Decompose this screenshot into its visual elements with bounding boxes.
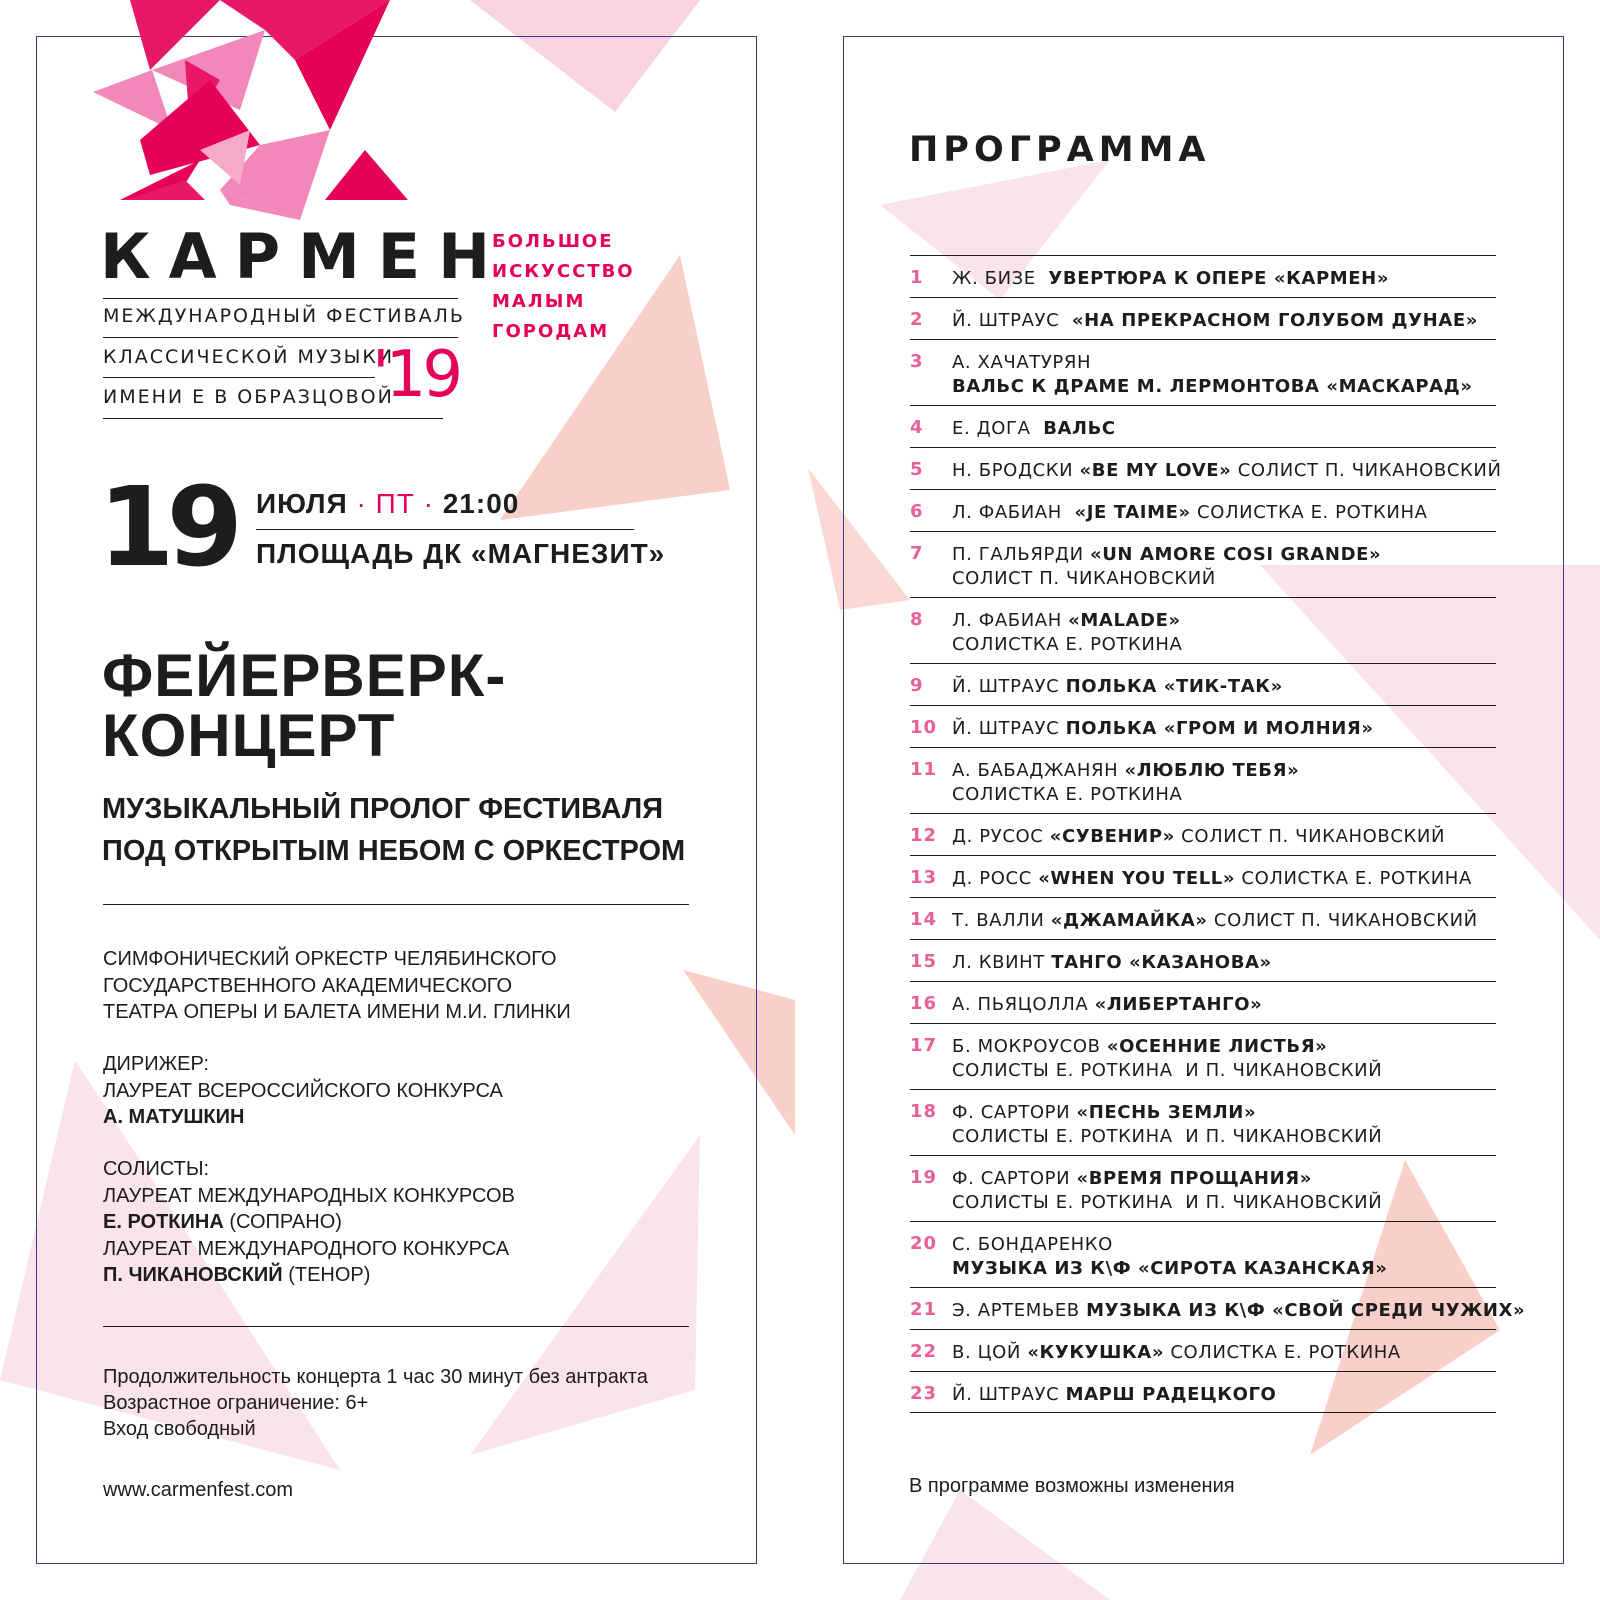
festival-name-line: ИМЕНИ Е В ОБРАЗЦОВОЙ [103, 386, 394, 408]
program-item [910, 855, 1496, 897]
program-item-line [952, 543, 1496, 567]
soloist-title: ЛАУРЕАТ МЕЖДУНАРОДНЫХ КОНКУРСОВ [103, 1184, 515, 1207]
program-item-number: 6 [910, 501, 924, 522]
event-time: 21:00 [442, 488, 520, 519]
program-credit: СОЛИСТ П. ЧИКАНОВСКИЙ [952, 568, 1216, 589]
program-item-text [952, 256, 1496, 291]
slogan-line: МАЛЫМ [492, 291, 586, 312]
program-item-number: 5 [910, 459, 924, 480]
program-item-number: 13 [910, 867, 938, 888]
program-work-title: «СУВЕНИР» [1049, 826, 1175, 847]
program-item-text [952, 298, 1496, 333]
program-work-title: «UN AMORE COSI GRANDE» [1089, 544, 1382, 565]
program-item-number: 12 [910, 825, 938, 846]
program-item-line [952, 1191, 1496, 1215]
program-item-line [952, 459, 1502, 483]
program-item-line [952, 351, 1496, 375]
program-item-text [952, 1024, 1496, 1083]
program-item [910, 897, 1496, 939]
orchestra-info [103, 946, 571, 1026]
logo-rule [103, 377, 375, 378]
program-item-line [952, 759, 1496, 783]
program-item-number: 10 [910, 717, 938, 738]
program-item [910, 447, 1502, 489]
program-item [910, 663, 1496, 705]
program-item-line [952, 567, 1496, 591]
program-item-text [952, 1156, 1496, 1215]
program-item-line [952, 1101, 1496, 1125]
program-credit: СОЛИСТКА Е. РОТКИНА [1164, 1342, 1401, 1363]
concert-details [103, 1364, 648, 1442]
program-item-text [952, 490, 1496, 525]
orchestra-line: ГОСУДАРСТВЕННОГО АКАДЕМИЧЕСКОГО [103, 974, 513, 997]
concert-subtitle-line: МУЗЫКАЛЬНЫЙ ПРОЛОГ ФЕСТИВАЛЯ [102, 793, 664, 825]
program-item-line [952, 309, 1496, 333]
program-item-line [952, 675, 1496, 699]
program-item-line [952, 1035, 1496, 1059]
program-title: ПРОГРАММА [909, 130, 1211, 170]
soloist-name: Е. РОТКИНА [103, 1211, 224, 1233]
program-item-number: 4 [910, 417, 924, 438]
orchestra-line: СИМФОНИЧЕСКИЙ ОРКЕСТР ЧЕЛЯБИНСКОГО [103, 948, 557, 970]
program-item-text [952, 898, 1496, 933]
program-item-number: 14 [910, 909, 938, 930]
program-credit: Й. ШТРАУС [952, 1384, 1066, 1405]
conductor-name: А. МАТУШКИН [103, 1106, 245, 1128]
program-work-title: «MALADE» [1068, 610, 1181, 631]
program-item [910, 339, 1496, 405]
program-item-line [952, 1233, 1496, 1257]
program-item [910, 597, 1496, 663]
program-item-line [952, 375, 1496, 399]
program-item [910, 747, 1496, 813]
program-item [910, 1329, 1496, 1371]
program-credit: Й. ШТРАУС [952, 718, 1066, 739]
separator-dot: · [423, 488, 434, 519]
program-work-title: «КУКУШКА» [1027, 1342, 1165, 1363]
program-item-text [952, 748, 1496, 807]
program-item [910, 939, 1496, 981]
slogan-line: ГОРОДАМ [492, 321, 610, 342]
program-credit: А. ПЬЯЦОЛЛА [952, 994, 1095, 1015]
soloists-label: СОЛИСТЫ: [103, 1158, 210, 1180]
program-work-title: «BE MY LOVE» [1079, 460, 1232, 481]
orchestra-line: ТЕАТРА ОПЕРЫ И БАЛЕТА ИМЕНИ М.И. ГЛИНКИ [103, 1001, 571, 1023]
program-credit: Й. ШТРАУС [952, 310, 1072, 331]
program-credit: Э. АРТЕМЬЕВ [952, 1300, 1087, 1321]
event-venue: ПЛОЩАДЬ ДК «МАГНЕЗИТ» [256, 538, 666, 569]
program-item-line [952, 909, 1496, 933]
soloist-voice: (СОПРАНО) [223, 1211, 342, 1233]
program-credit: Ф. САРТОРИ [952, 1102, 1077, 1123]
program-item [910, 405, 1496, 447]
program-work-title: МУЗЫКА ИЗ К\Ф «СВОЙ СРЕДИ ЧУЖИХ» [1086, 1300, 1526, 1321]
program-credit: Н. БРОДСКИ [952, 460, 1080, 481]
program-work-title: ТАНГО «КАЗАНОВА» [1051, 952, 1272, 973]
program-credit: СОЛИСТКА Е. РОТКИНА [1190, 502, 1428, 523]
program-item [910, 1221, 1496, 1287]
program-work-title: МУЗЫКА ИЗ К\Ф «СИРОТА КАЗАНСКАЯ» [952, 1258, 1388, 1279]
program-item [910, 1089, 1496, 1155]
program-credit: С. БОНДАРЕНКО [952, 1234, 1113, 1255]
program-work-title: «НА ПРЕКРАСНОМ ГОЛУБОМ ДУНАЕ» [1071, 310, 1478, 331]
program-credit: СОЛИСТКА Е. РОТКИНА [1235, 868, 1472, 889]
program-work-title: ВАЛЬС К ДРАМЕ М. ЛЕРМОНТОВА «МАСКАРАД» [952, 376, 1473, 397]
event-date-time [256, 490, 519, 518]
duration-text: Продолжительность концерта 1 час 30 минут без антракта [103, 1366, 648, 1388]
program-item [910, 489, 1496, 531]
program-credit: Л. ФАБИАН [952, 610, 1069, 631]
conductor-title: ЛАУРЕАТ ВСЕРОССИЙСКОГО КОНКУРСА [103, 1079, 503, 1102]
program-credit: Й. ШТРАУС [952, 676, 1066, 697]
soloist-name: П. ЧИКАНОВСКИЙ [103, 1264, 283, 1286]
program-item-text [952, 1372, 1496, 1407]
program-item-number: 22 [910, 1341, 938, 1362]
program-item-text [952, 664, 1496, 699]
program-work-title: ВАЛЬС [1043, 418, 1116, 439]
program-credit: Д. РОСС [952, 868, 1039, 889]
program-item [910, 981, 1496, 1023]
program-work-title: «ДЖАМАЙКА» [1050, 910, 1208, 931]
rose-logo-icon [90, 0, 420, 230]
logo-rule [103, 298, 458, 299]
program-credit: Т. ВАЛЛИ [952, 910, 1051, 931]
program-item-number: 23 [910, 1383, 938, 1404]
program-work-title: «ОСЕННИЕ ЛИСТЬЯ» [1106, 1036, 1328, 1057]
program-work-title: УВЕРТЮРА К ОПЕРЕ «КАРМЕН» [1048, 268, 1390, 289]
program-item-line [952, 783, 1496, 807]
program-item-line [952, 1341, 1496, 1365]
program-item [910, 255, 1496, 297]
program-item-number: 17 [910, 1035, 938, 1056]
website-link[interactable]: www.carmenfest.com [103, 1479, 294, 1501]
program-credit: СОЛИСТКА Е. РОТКИНА [952, 784, 1183, 805]
program-item-number: 18 [910, 1101, 938, 1122]
date-rule [256, 529, 634, 530]
event-weekday: ПТ [375, 488, 415, 519]
program-credit: Л. КВИНТ [952, 952, 1052, 973]
program-credit: СОЛИСТ П. ЧИКАНОВСКИЙ [1174, 826, 1446, 847]
program-item-text [952, 940, 1496, 975]
program-work-title: «ЛИБЕРТАНГО» [1094, 994, 1263, 1015]
program-credit: А. ХАЧАТУРЯН [952, 352, 1092, 373]
program-item-line [952, 951, 1496, 975]
program-item-line [952, 1299, 1526, 1323]
program-list [910, 255, 1526, 1413]
program-item-number: 1 [910, 267, 924, 288]
program-item-line [952, 501, 1496, 525]
program-item-text [952, 706, 1496, 741]
program-item-line [952, 825, 1496, 849]
program-item-number: 20 [910, 1233, 938, 1254]
program-item-number: 16 [910, 993, 938, 1014]
program-work-title: «ПЕСНЬ ЗЕМЛИ» [1076, 1102, 1257, 1123]
program-credit: А. БАБАДЖАНЯН [952, 760, 1125, 781]
program-work-title: «JE TAIME» [1074, 502, 1191, 523]
program-work-title: МАРШ РАДЕЦКОГО [1065, 1384, 1277, 1405]
program-item-number: 9 [910, 675, 924, 696]
age-limit-text: Возрастное ограничение: 6+ [103, 1392, 369, 1414]
program-item [910, 1371, 1496, 1413]
program-item-line [952, 267, 1496, 291]
slogan-line: ИСКУССТВО [492, 261, 635, 282]
program-item-text [952, 856, 1496, 891]
festival-name-line: МЕЖДУНАРОДНЫЙ ФЕСТИВАЛЬ [103, 305, 465, 327]
concert-subtitle [102, 788, 685, 872]
program-credit: СОЛИСТЫ Е. РОТКИНА И П. ЧИКАНОВСКИЙ [952, 1060, 1383, 1081]
program-item-line [952, 993, 1496, 1017]
program-item-line [952, 867, 1496, 891]
program-item [910, 1287, 1526, 1329]
program-item-text [952, 448, 1502, 483]
program-item-number: 19 [910, 1167, 938, 1188]
program-item-number: 3 [910, 351, 924, 372]
festival-name-line: КЛАССИЧЕСКОЙ МУЗЫКИ [103, 346, 395, 368]
program-item-line [952, 1125, 1496, 1149]
program-item-text [952, 1330, 1496, 1365]
program-item-line [952, 609, 1496, 633]
program-item [910, 297, 1496, 339]
program-item-line [952, 417, 1496, 441]
program-work-title: ПОЛЬКА «ГРОМ И МОЛНИЯ» [1065, 718, 1374, 739]
conductor-info [103, 1051, 503, 1131]
program-credit: Ж. БИЗЕ [952, 268, 1049, 289]
section-divider [103, 1326, 689, 1327]
program-item-number: 8 [910, 609, 924, 630]
program-credit: СОЛИСТ П. ЧИКАНОВСКИЙ [1231, 460, 1502, 481]
concert-title [102, 642, 507, 769]
program-item [910, 705, 1496, 747]
program-credit: СОЛИСТЫ Е. РОТКИНА И П. ЧИКАНОВСКИЙ [952, 1126, 1383, 1147]
festival-logo-word: КАРМЕН [100, 220, 509, 293]
program-item-number: 2 [910, 309, 924, 330]
program-item [910, 531, 1496, 597]
program-credit: Л. ФАБИАН [952, 502, 1075, 523]
program-item-line [952, 633, 1496, 657]
program-credit: В. ЦОЙ [952, 1342, 1028, 1363]
program-item [910, 1155, 1496, 1221]
program-item-number: 11 [910, 759, 938, 780]
program-item-text [952, 982, 1496, 1017]
soloist-title: ЛАУРЕАТ МЕЖДУНАРОДНОГО КОНКУРСА [103, 1237, 510, 1260]
program-item-text [952, 1222, 1496, 1281]
program-item-line [952, 1383, 1496, 1407]
program-item-text [952, 406, 1496, 441]
conductor-label: ДИРИЖЕР: [103, 1053, 209, 1075]
program-item-text [952, 340, 1496, 399]
festival-year: '19 [372, 338, 460, 412]
concert-title-line: КОНЦЕРТ [102, 702, 396, 769]
program-work-title: «ВРЕМЯ ПРОЩАНИЯ» [1076, 1168, 1312, 1189]
program-item-line [952, 1167, 1496, 1191]
program-credit: СОЛИСТ П. ЧИКАНОВСКИЙ [1207, 910, 1478, 931]
program-work-title: «WHEN YOU TELL» [1038, 868, 1236, 889]
event-day: 19 [98, 463, 236, 591]
soloists-info [103, 1156, 515, 1289]
program-credit: Ф. САРТОРИ [952, 1168, 1077, 1189]
program-item-text [952, 532, 1496, 591]
program-item-number: 15 [910, 951, 938, 972]
program-work-title: ПОЛЬКА «ТИК-ТАК» [1065, 676, 1283, 697]
concert-title-line: ФЕЙЕРВЕРК- [102, 642, 507, 709]
logo-rule [103, 418, 443, 419]
program-credit: Б. МОКРОУСОВ [952, 1036, 1107, 1057]
program-credit: СОЛИСТЫ Е. РОТКИНА И П. ЧИКАНОВСКИЙ [952, 1192, 1383, 1213]
program-note: В программе возможны изменения [909, 1475, 1235, 1497]
program-item-number: 21 [910, 1299, 938, 1320]
soloist-voice: (ТЕНОР) [282, 1264, 371, 1286]
event-month: ИЮЛЯ [256, 488, 348, 519]
separator-dot: · [356, 488, 367, 519]
program-item-text [952, 598, 1496, 657]
program-credit: Е. ДОГА [952, 418, 1044, 439]
program-item [910, 1023, 1496, 1089]
program-work-title: «ЛЮБЛЮ ТЕБЯ» [1124, 760, 1300, 781]
program-item-line [952, 1059, 1496, 1083]
section-divider [103, 904, 689, 905]
program-item-line [952, 717, 1496, 741]
program-item-number: 7 [910, 543, 924, 564]
program-credit: СОЛИСТКА Е. РОТКИНА [952, 634, 1183, 655]
program-item-text [952, 1288, 1526, 1323]
program-item [910, 813, 1496, 855]
program-item-line [952, 1257, 1496, 1281]
program-item-text [952, 814, 1496, 849]
concert-subtitle-line: ПОД ОТКРЫТЫМ НЕБОМ С ОРКЕСТРОМ [102, 835, 686, 867]
program-item-text [952, 1090, 1496, 1149]
entry-text: Вход свободный [103, 1418, 256, 1440]
slogan-line: БОЛЬШОЕ [492, 231, 614, 252]
program-credit: П. ГАЛЬЯРДИ [952, 544, 1090, 565]
program-credit: Д. РУСОС [952, 826, 1050, 847]
